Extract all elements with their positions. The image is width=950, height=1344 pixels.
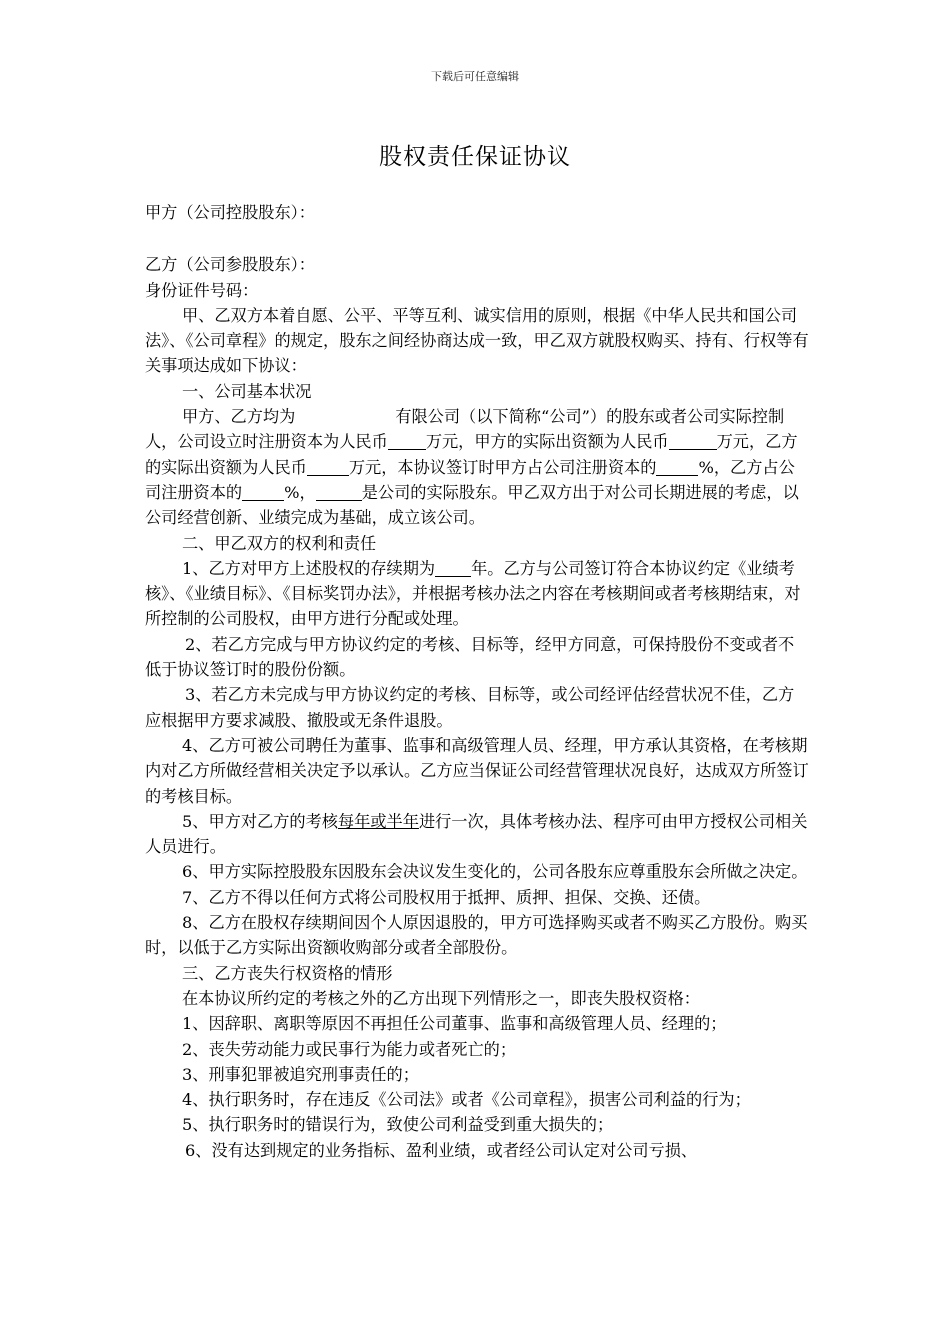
text-span: 甲方、乙方均为 [182,407,296,427]
section-3-item-6: 6、没有达到规定的业务指标、盈利业绩，或者经公司认定对公司亏损、 [185,1140,698,1160]
page-header-note: 下载后可任意编辑 [431,70,519,83]
section-3-item-3: 3、刑事犯罪被追究刑事责任的； [182,1064,419,1084]
text-span: %， [284,482,316,502]
text-span: 是公司的实际股东。甲乙双方出于对公司长期进展的考虑，以公司经营创新、业绩完成为基础，成立该公司。 [145,482,799,528]
party-a-line: 甲方（公司控股股东）： [145,203,315,222]
section-3-item-2: 2、丧失劳动能力或民事行为能力或者死亡的； [182,1039,517,1059]
text-span: 进行一次，具体考核办法、程序可由甲方授权公司相关人员进行。 [145,811,808,857]
fill-blank [307,457,349,476]
text-span: 1、乙方对甲方上述股权的存续期为 [182,558,436,578]
fill-blank [656,457,698,476]
text-span: 有限公司（以下简称“公司”）的股东或者公司实际控制人，公司设立时注册资本为人民币 [145,407,785,452]
section-2-item-3: 3、若乙方未完成与甲方协议约定的考核、目标等，或公司经评估经营状况不佳，乙方应根据甲方要求减股、撤股或无条件退股。 [145,685,795,730]
fill-blank [316,482,362,501]
fill-blank [669,431,717,450]
document-body [145,200,810,1163]
underlined-text: 每年或半年 [338,811,419,831]
section-3-item-5: 5、执行职务时的错误行为，致使公司利益受到重大损失的； [182,1115,614,1135]
party-b-line: 乙方（公司参股股东）： [145,255,315,275]
text-span: 万元，乙方的实际出资额为人民币 [145,432,798,477]
fill-blank [242,482,284,501]
section-1-heading: 一、公司基本状况 [182,381,312,401]
text-span: 5、甲方对乙方的考核 [182,811,338,831]
section-1-paragraph [145,404,810,530]
fill-blank [388,431,426,450]
section-2-heading: 二、甲乙双方的权利和责任 [182,533,377,553]
section-2-item-2: 2、若乙方完成与甲方协议约定的考核、目标等，经甲方同意，可保持股份不变或者不低于协议签订时的股份份额。 [145,634,795,680]
section-3-heading: 三、乙方丧失行权资格的情形 [182,963,393,983]
intro-paragraph: 甲、乙双方本着自愿、公平、平等互利、诚实信用的原则，根据《中华人民共和国公司法》、《公司章程》的规定，股东之间经协商达成一致，甲乙双方就股权购买、持有、行权等有关事项达成如下协议： [145,305,809,376]
text-span: 万元，甲方的实际出资额为人民币 [425,432,669,452]
text-span: 年。乙方与公司签订符合本协议约定《业绩考核》、《业绩目标》、《目标奖罚办法》，并根据考核办法之内容在考核期间或者考核期结束，对所控制的公司股权，由甲方进行分配或处理。 [145,558,801,629]
section-3-item-1: 1、因辞职、离职等原因不再担任公司董事、监事和高级管理人员、经理的； [182,1014,727,1034]
text-span: 万元，本协议签订时甲方占公司注册资本的 [348,457,657,477]
document-title: 股权责任保证协议 [379,144,571,170]
section-2-item-5 [145,809,810,860]
section-2-item-4: 4、乙方可被公司聘任为董事、监事和高级管理人员、经理，甲方承认其资格，在考核期内对乙方所做经营相关决定予以承认。乙方应当保证公司经营管理状况良好，达成双方所签订的考核目标。 [145,735,809,806]
section-2-item-8: 8、乙方在股权存续期间因个人原因退股的，甲方可选择购买或者不购买乙方股份。购买时，以低于乙方实际出资额收购部分或者全部股份。 [145,913,808,958]
text-span: %，乙方占公司注册资本的 [145,457,795,502]
section-3-lead: 在本协议所约定的考核之外的乙方出现下列情形之一，即丧失股权资格： [182,988,700,1008]
section-3-item-4: 4、执行职务时，存在违反《公司法》或者《公司章程》，损害公司利益的行为； [182,1090,751,1110]
id-number-line: 身份证件号码： [145,280,259,300]
blank-line [145,225,810,250]
section-2-item-6: 6、甲方实际控股股东因股东会决议发生变化的，公司各股东应尊重股东会所做之决定。 [182,862,808,882]
fill-blank [435,558,471,577]
section-2-item-7: 7、乙方不得以任何方式将公司股权用于抵押、质押、担保、交换、还债。 [182,887,711,907]
section-2-item-1 [145,556,810,632]
